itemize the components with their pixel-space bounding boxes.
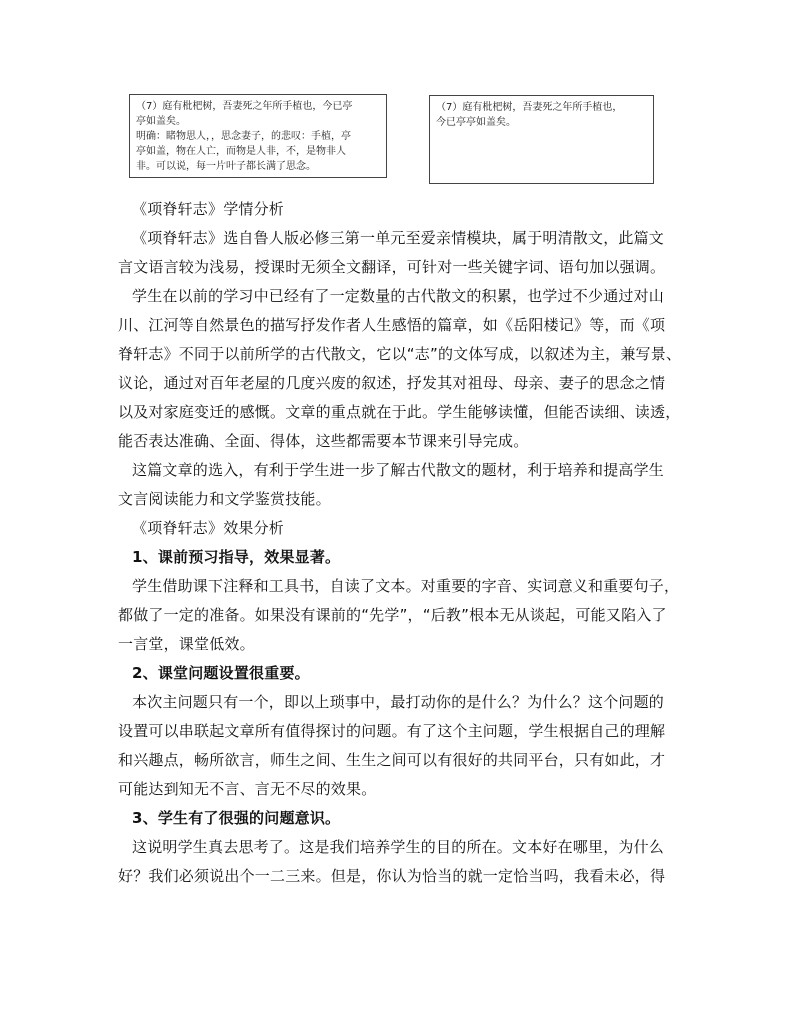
subheading-1: 1、课前预习指导，效果显著。 (132, 548, 341, 566)
paragraph-line: 学生在以前的学习中已经有了一定数量的古代散文的积累，也学过不少通过对山 (132, 287, 665, 305)
document-body (118, 195, 683, 891)
paragraph-line: 可能达到知无不言、言无不尽的效果。 (118, 780, 377, 798)
paragraph-line: 设置可以串联起文章所有值得探讨的问题。有了这个主问题，学生根据自己的理解 (118, 722, 666, 740)
paragraph-line: 议论，通过对百年老屋的几度兴废的叙述，抒发其对祖母、母亲、妻子的思念之情 (118, 374, 666, 392)
paragraph-line: 言文语言较为浅易，授课时无须全文翻译，可针对一些关键字词、语句加以强调。 (118, 258, 666, 276)
paragraph-line: 这篇文章的选入，有利于学生进一步了解古代散文的题材，利于培养和提高学生 (132, 461, 665, 479)
paragraph-line: 学生借助课下注释和工具书，自读了文本。对重要的字音、实词意义和重要句子， (132, 577, 680, 595)
subheading-3: 3、学生有了很强的问题意识。 (132, 809, 341, 827)
section-heading-learning-analysis: 《项脊轩志》学情分析 (132, 200, 285, 218)
paragraph-line: 好？我们必须说出个一二三来。但是，你认为恰当的就一定恰当吗，我看未必，得 (118, 867, 666, 885)
paragraph-line: 和兴趣点，畅所欲言，师生之间、生生之间可以有很好的共同平台，只有如此，才 (118, 751, 666, 769)
paragraph-line: 文言阅读能力和文学鉴赏技能。 (118, 490, 331, 508)
paragraph-line: 这说明学生真去思考了。这是我们培养学生的目的所在。文本好在哪里，为什么 (132, 838, 665, 856)
paragraph-line: 都做了一定的准备。如果没有课前的“先学”，“后教”根本无从谈起，可能又陷入了 (118, 606, 667, 624)
excerpt-box-annotated (129, 94, 387, 178)
paragraph-line: 能否表达准确、全面、得体，这些都需要本节课来引导完成。 (118, 432, 529, 450)
paragraph-line: 川、江河等自然景色的描写抒发作者人生感悟的篇章，如《岳阳楼记》等，而《项 (118, 316, 666, 334)
paragraph-line: 《项脊轩志》选自鲁人版必修三第一单元至爱亲情模块，属于明清散文，此篇文 (132, 229, 665, 247)
box-line: 今已亭亭如盖矣。 (436, 117, 516, 128)
box-line: 亭如盖，物在人亡，而物是人非，不，是物非人 (136, 146, 346, 157)
paragraph-line: 本次主问题只有一个，即以上琐事中，最打动你的是什么？为什么？这个问题的 (132, 693, 665, 711)
paragraph-line: 一言堂，课堂低效。 (118, 635, 255, 653)
subheading-2: 2、课堂问题设置很重要。 (132, 664, 310, 682)
section-heading-effect-analysis: 《项脊轩志》效果分析 (132, 519, 285, 537)
box-line: （7）庭有枇杷树，吾妻死之年所手植也，今已亭 (136, 101, 353, 112)
box-line: 非。可以说，每一片叶子都长满了思念。 (136, 161, 316, 172)
excerpt-box-plain (429, 95, 654, 184)
box-line: 明确：睹物思人，，思念妻子，的悲叹：手植，亭 (136, 131, 351, 142)
paragraph-line: 脊轩志》不同于以前所学的古代散文，它以“志”的文体写成，以叙述为主，兼写景、 (118, 345, 682, 363)
box-line: 亭如盖矣。 (136, 116, 186, 127)
paragraph-line: 以及对家庭变迁的感慨。文章的重点就在于此。学生能够读懂，但能否读细、读透， (118, 403, 681, 421)
box-line: （7）庭有枇杷树，吾妻死之年所手植也， (436, 102, 623, 113)
